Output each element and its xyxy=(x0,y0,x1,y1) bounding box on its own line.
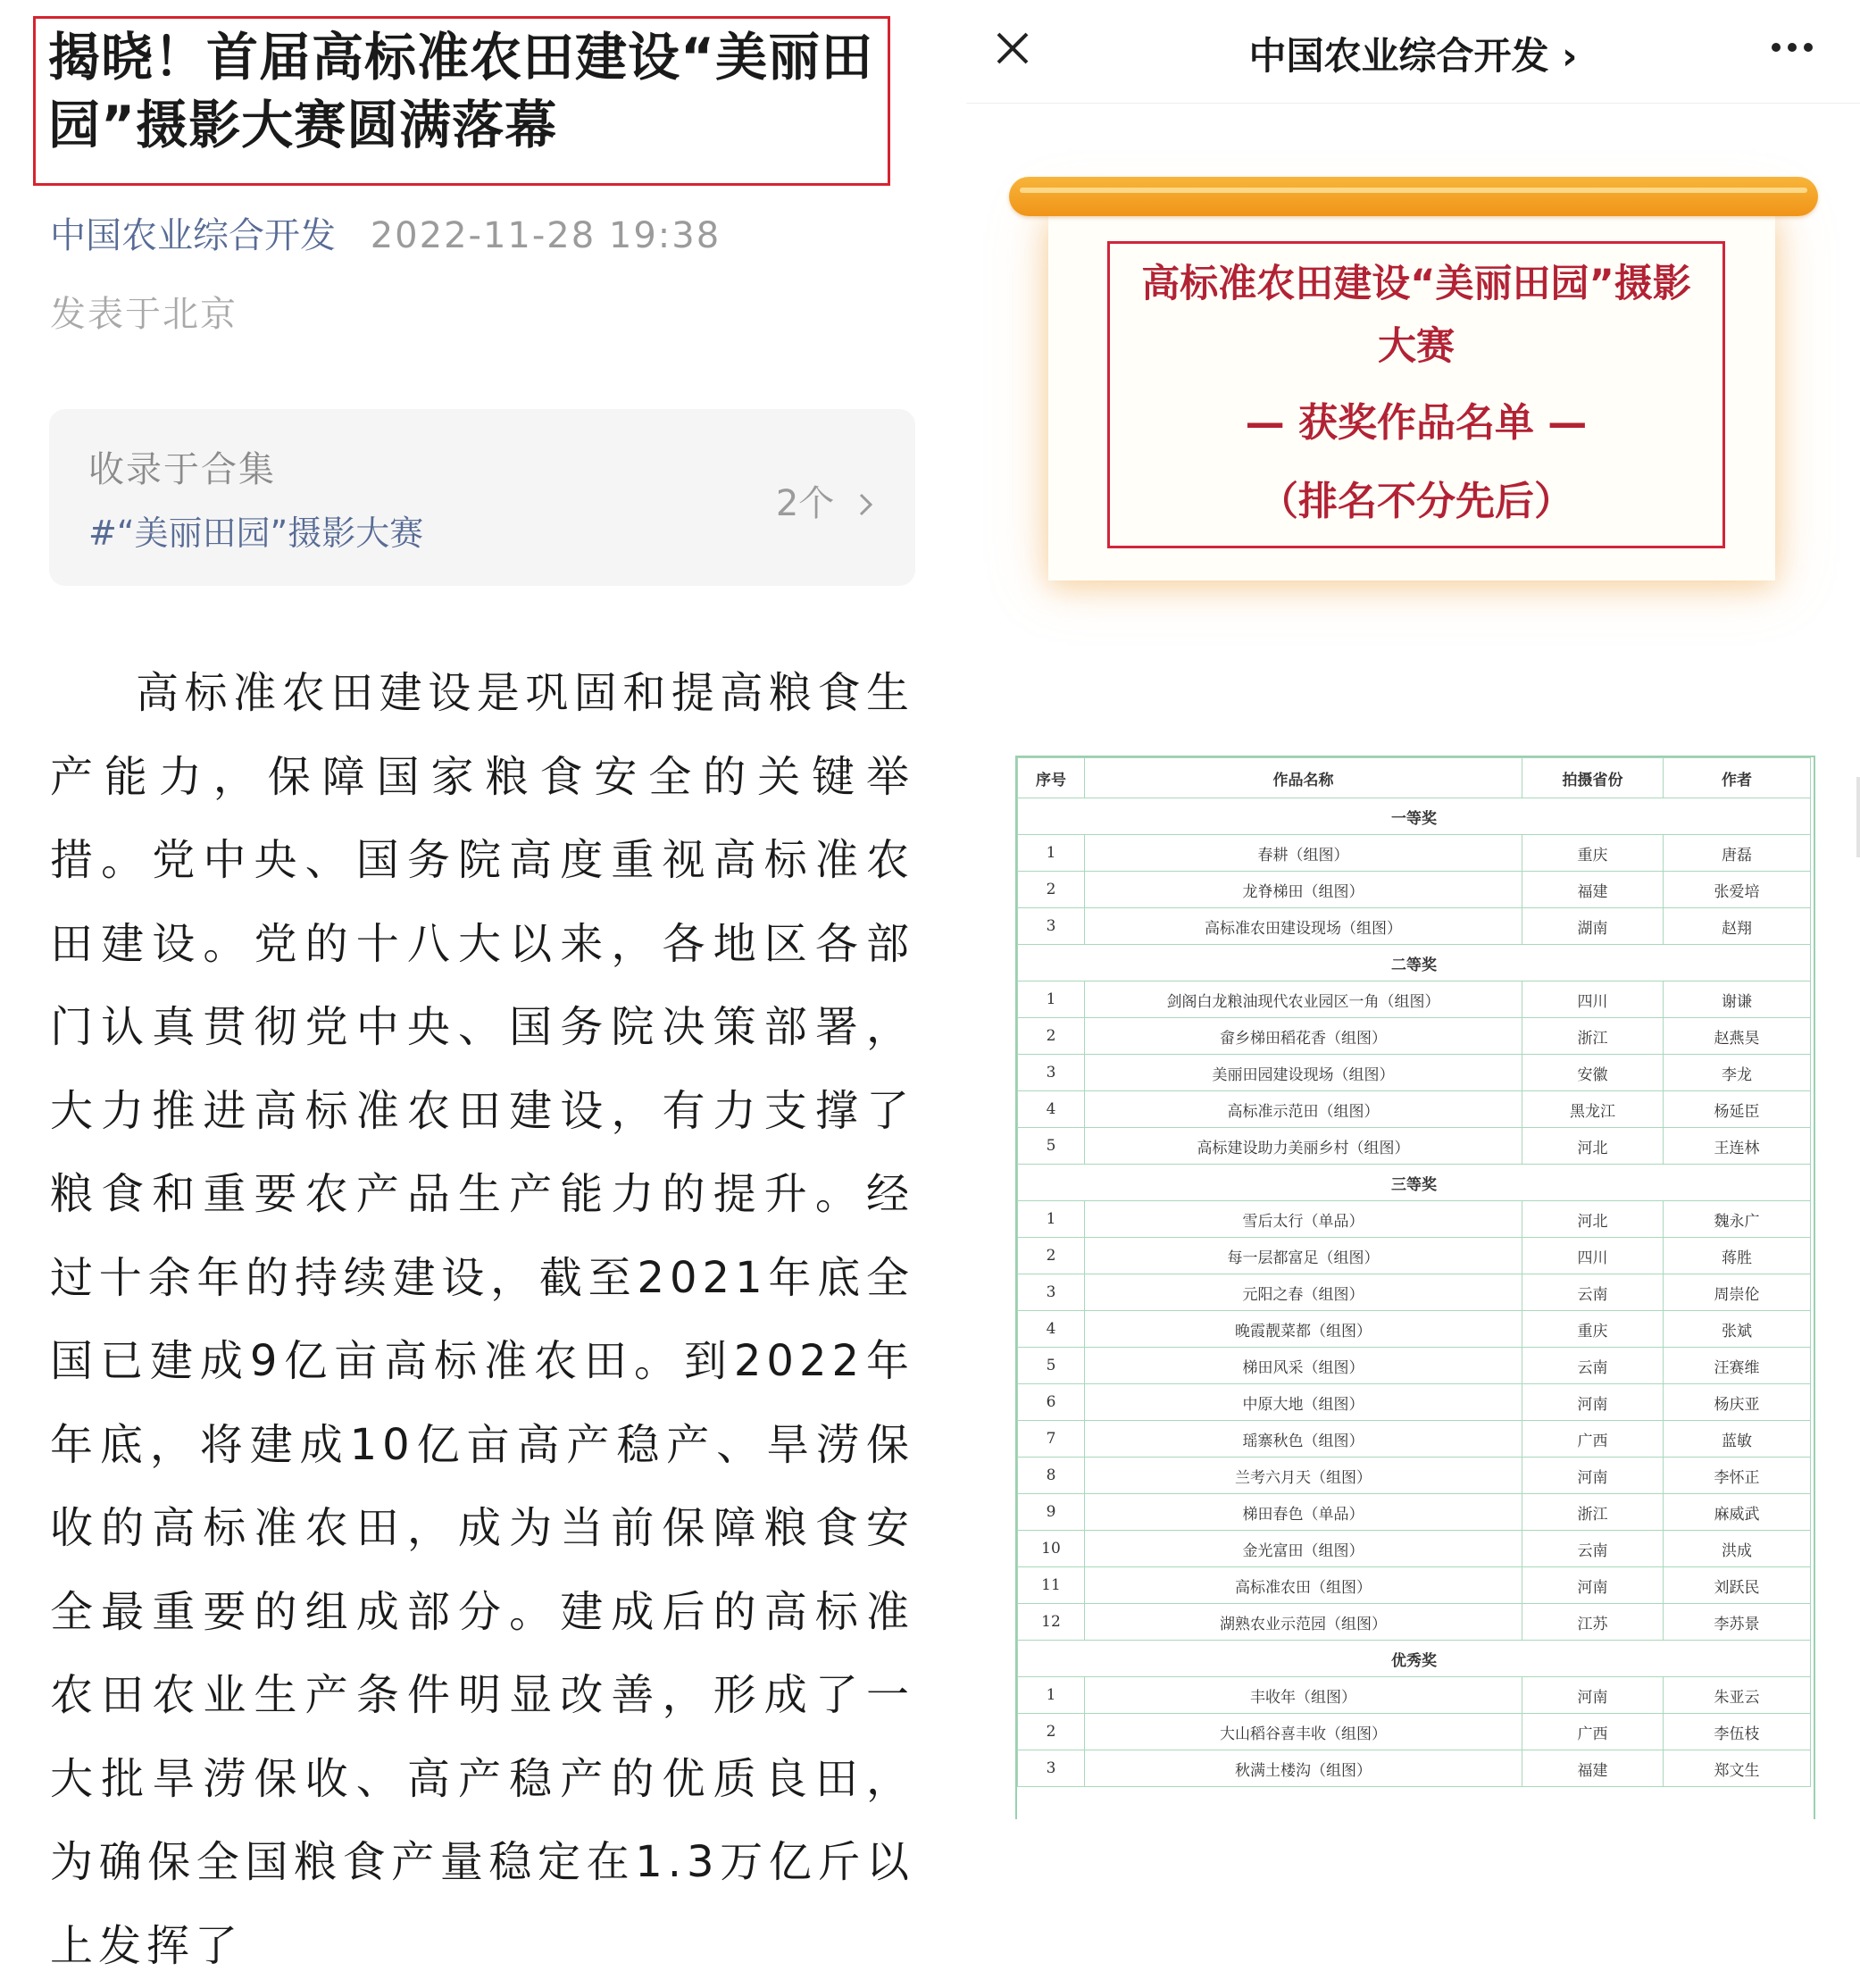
table-row xyxy=(1018,1750,1811,1787)
table-row xyxy=(1018,908,1811,945)
cell-index: 5 xyxy=(1018,1348,1085,1384)
table-row xyxy=(1018,1348,1811,1384)
cell-province: 重庆 xyxy=(1522,1311,1664,1348)
table-row xyxy=(1018,1567,1811,1604)
cell-province: 广西 xyxy=(1522,1421,1664,1458)
table-row xyxy=(1018,835,1811,872)
publish-date: 2022-11-28 19:38 xyxy=(370,215,721,256)
collection-count-wrap[interactable] xyxy=(776,475,876,526)
cell-index: 1 xyxy=(1018,1677,1085,1714)
chevron-right-icon xyxy=(856,491,876,518)
cell-province: 云南 xyxy=(1522,1274,1664,1311)
cell-province: 云南 xyxy=(1522,1348,1664,1384)
section-title: 二等奖 xyxy=(1018,945,1811,981)
collection-count: 2个 xyxy=(775,483,835,524)
account-name-link[interactable]: 中国农业综合开发 xyxy=(50,215,336,256)
cell-index: 1 xyxy=(1018,835,1085,872)
cell-index: 3 xyxy=(1018,908,1085,945)
cell-province: 河南 xyxy=(1522,1567,1664,1604)
image-viewer-panel xyxy=(966,0,1860,1817)
cell-work: 瑶寨秋色（组图） xyxy=(1085,1421,1522,1458)
table-row xyxy=(1018,1714,1811,1750)
cell-index: 1 xyxy=(1018,981,1085,1018)
section-row xyxy=(1018,945,1811,981)
cell-author: 朱亚云 xyxy=(1664,1677,1811,1714)
cell-work: 中原大地（组图） xyxy=(1085,1384,1522,1421)
cell-author: 周崇伦 xyxy=(1664,1274,1811,1311)
award-table-image xyxy=(1015,756,1815,1819)
cell-province: 福建 xyxy=(1522,872,1664,908)
cell-province: 河北 xyxy=(1522,1128,1664,1165)
table-row xyxy=(1018,1201,1811,1238)
table-row xyxy=(1018,1421,1811,1458)
cell-author: 汪赛维 xyxy=(1664,1348,1811,1384)
cell-province: 四川 xyxy=(1522,981,1664,1018)
cell-province: 河北 xyxy=(1522,1201,1664,1238)
cell-province: 河南 xyxy=(1522,1384,1664,1421)
cell-work: 元阳之春（组图） xyxy=(1085,1274,1522,1311)
cell-work: 金光富田（组图） xyxy=(1085,1531,1522,1567)
cell-work: 高标准农田建设现场（组图） xyxy=(1085,908,1522,945)
cell-author: 魏永广 xyxy=(1664,1201,1811,1238)
cell-province: 浙江 xyxy=(1522,1018,1664,1055)
cell-author: 麻威武 xyxy=(1664,1494,1811,1531)
cell-work: 秋满土楼沟（组图） xyxy=(1085,1750,1522,1787)
table-row xyxy=(1018,1018,1811,1055)
cell-index: 2 xyxy=(1018,1714,1085,1750)
cell-author: 李龙 xyxy=(1664,1055,1811,1091)
table-row xyxy=(1018,1677,1811,1714)
header-index: 序号 xyxy=(1018,758,1085,798)
cell-work: 梯田春色（单品） xyxy=(1085,1494,1522,1531)
cell-work: 剑阁白龙粮油现代农业园区一角（组图） xyxy=(1085,981,1522,1018)
cell-province: 福建 xyxy=(1522,1750,1664,1787)
table-row xyxy=(1018,981,1811,1018)
cell-author: 李伍枝 xyxy=(1664,1714,1811,1750)
table-row xyxy=(1018,1604,1811,1641)
cell-work: 龙脊梯田（组图） xyxy=(1085,872,1522,908)
cell-index: 2 xyxy=(1018,1018,1085,1055)
cell-author: 唐磊 xyxy=(1664,835,1811,872)
cell-province: 安徽 xyxy=(1522,1055,1664,1091)
cell-author: 赵翔 xyxy=(1664,908,1811,945)
cell-index: 2 xyxy=(1018,872,1085,908)
cell-work: 丰收年（组图） xyxy=(1085,1677,1522,1714)
table-row xyxy=(1018,1458,1811,1494)
cell-index: 8 xyxy=(1018,1458,1085,1494)
cell-work: 每一层都富足（组图） xyxy=(1085,1238,1522,1274)
cell-author: 赵燕昊 xyxy=(1664,1018,1811,1055)
cell-work: 兰考六月天（组图） xyxy=(1085,1458,1522,1494)
cell-author: 李怀正 xyxy=(1664,1458,1811,1494)
cell-province: 四川 xyxy=(1522,1238,1664,1274)
cell-province: 江苏 xyxy=(1522,1604,1664,1641)
cell-author: 李苏景 xyxy=(1664,1604,1811,1641)
cell-work: 美丽田园建设现场（组图） xyxy=(1085,1055,1522,1091)
cell-work: 春耕（组图） xyxy=(1085,835,1522,872)
scroll-indicator xyxy=(1856,777,1860,857)
cell-work: 雪后太行（单品） xyxy=(1085,1201,1522,1238)
cell-author: 张斌 xyxy=(1664,1311,1811,1348)
banner-red-frame xyxy=(1107,241,1725,548)
table-row xyxy=(1018,1128,1811,1165)
cell-work: 湖熟农业示范园（组图） xyxy=(1085,1604,1522,1641)
cell-index: 5 xyxy=(1018,1128,1085,1165)
header-work: 作品名称 xyxy=(1085,758,1522,798)
cell-author: 谢谦 xyxy=(1664,981,1811,1018)
cell-work: 高标准示范田（组图） xyxy=(1085,1091,1522,1128)
banner-scroll-bar xyxy=(1009,177,1818,216)
cell-author: 杨延臣 xyxy=(1664,1091,1811,1128)
section-row xyxy=(1018,1165,1811,1201)
cell-province: 黑龙江 xyxy=(1522,1091,1664,1128)
cell-province: 云南 xyxy=(1522,1531,1664,1567)
collection-name[interactable]: #“美丽田园”摄影大赛 xyxy=(88,514,424,553)
cell-work: 畲乡梯田稻花香（组图） xyxy=(1085,1018,1522,1055)
cell-index: 4 xyxy=(1018,1091,1085,1128)
section-title: 优秀奖 xyxy=(1018,1641,1811,1677)
cell-index: 3 xyxy=(1018,1274,1085,1311)
cell-index: 3 xyxy=(1018,1055,1085,1091)
cell-index: 6 xyxy=(1018,1384,1085,1421)
banner-title: 高标准农田建设“美丽田园”摄影大赛 xyxy=(1141,262,1691,369)
article-meta xyxy=(50,213,721,259)
table-row xyxy=(1018,1311,1811,1348)
section-title: 一等奖 xyxy=(1018,798,1811,835)
cell-work: 高标准农田（组图） xyxy=(1085,1567,1522,1604)
collection-label: 收录于合集 xyxy=(88,449,276,490)
cell-province: 浙江 xyxy=(1522,1494,1664,1531)
table-row xyxy=(1018,1531,1811,1567)
banner-note: （排名不分先后） xyxy=(1259,479,1573,524)
cell-province: 湖南 xyxy=(1522,908,1664,945)
cell-index: 12 xyxy=(1018,1604,1085,1641)
banner-subtitle: — 获奖作品名单 — xyxy=(1245,400,1588,446)
table-header-row xyxy=(1018,758,1811,798)
header-author: 作者 xyxy=(1664,758,1811,798)
cell-author: 王连林 xyxy=(1664,1128,1811,1165)
table-row xyxy=(1018,1494,1811,1531)
viewer-account-title[interactable]: 中国农业综合开发 › xyxy=(1248,34,1578,78)
cell-work: 大山稻谷喜丰收（组图） xyxy=(1085,1714,1522,1750)
cell-author: 蓝敏 xyxy=(1664,1421,1811,1458)
cell-index: 4 xyxy=(1018,1311,1085,1348)
table-row xyxy=(1018,1384,1811,1421)
header-province: 拍摄省份 xyxy=(1522,758,1664,798)
section-title: 三等奖 xyxy=(1018,1165,1811,1201)
table-row xyxy=(1018,1091,1811,1128)
award-table xyxy=(1017,757,1811,1787)
more-icon[interactable] xyxy=(1769,34,1815,61)
collection-card[interactable] xyxy=(49,409,915,586)
cell-work: 高标建设助力美丽乡村（组图） xyxy=(1085,1128,1522,1165)
cell-index: 10 xyxy=(1018,1531,1085,1567)
section-row xyxy=(1018,798,1811,835)
cell-author: 洪成 xyxy=(1664,1531,1811,1567)
article-body: 高标准农田建设是巩固和提高粮食生产能力，保障国家粮食安全的关键举措。党中央、国务院高度重视高标准农田建设。党的十八大以来，各地区各部门认真贯彻党中央、国务院决策部署，大力推进高标准农田建设，有力支撑了粮食和重要农产品生产能力的提升。经过十余年的持续建设，截至2021年底全国已建成9亿亩高标准农田。到2022年年底，将建成10亿亩高产稳产、旱涝保收的高标准农田，成为当前保障粮食安全最重要的组成部分。建成后的高标准农田农业生产条件明显改善，形成了一大批旱涝保收、高产稳产的优质良田，为确保全国粮食产量稳定在1.3万亿斤以上发挥了 xyxy=(50,668,914,1971)
cell-index: 1 xyxy=(1018,1201,1085,1238)
section-row xyxy=(1018,1641,1811,1677)
viewer-top-bar xyxy=(966,0,1860,104)
cell-index: 7 xyxy=(1018,1421,1085,1458)
table-row xyxy=(1018,872,1811,908)
cell-index: 2 xyxy=(1018,1238,1085,1274)
cell-province: 广西 xyxy=(1522,1714,1664,1750)
cell-province: 重庆 xyxy=(1522,835,1664,872)
table-row xyxy=(1018,1238,1811,1274)
cell-province: 河南 xyxy=(1522,1458,1664,1494)
cell-index: 3 xyxy=(1018,1750,1085,1787)
cell-author: 杨庆亚 xyxy=(1664,1384,1811,1421)
table-row xyxy=(1018,1055,1811,1091)
cell-province: 河南 xyxy=(1522,1677,1664,1714)
cell-author: 刘跃民 xyxy=(1664,1567,1811,1604)
article-title: 揭晓！首届高标准农田建设“美丽田园”摄影大赛圆满落幕 xyxy=(48,27,874,155)
publish-location: 发表于北京 xyxy=(50,294,238,335)
table-row xyxy=(1018,1274,1811,1311)
cell-author: 张爱培 xyxy=(1664,872,1811,908)
cell-work: 晚霞靓菜都（组图） xyxy=(1085,1311,1522,1348)
cell-author: 郑文生 xyxy=(1664,1750,1811,1787)
cell-work: 梯田风采（组图） xyxy=(1085,1348,1522,1384)
award-banner xyxy=(1048,214,1775,581)
cell-index: 11 xyxy=(1018,1567,1085,1604)
cell-index: 9 xyxy=(1018,1494,1085,1531)
cell-author: 蒋胜 xyxy=(1664,1238,1811,1274)
